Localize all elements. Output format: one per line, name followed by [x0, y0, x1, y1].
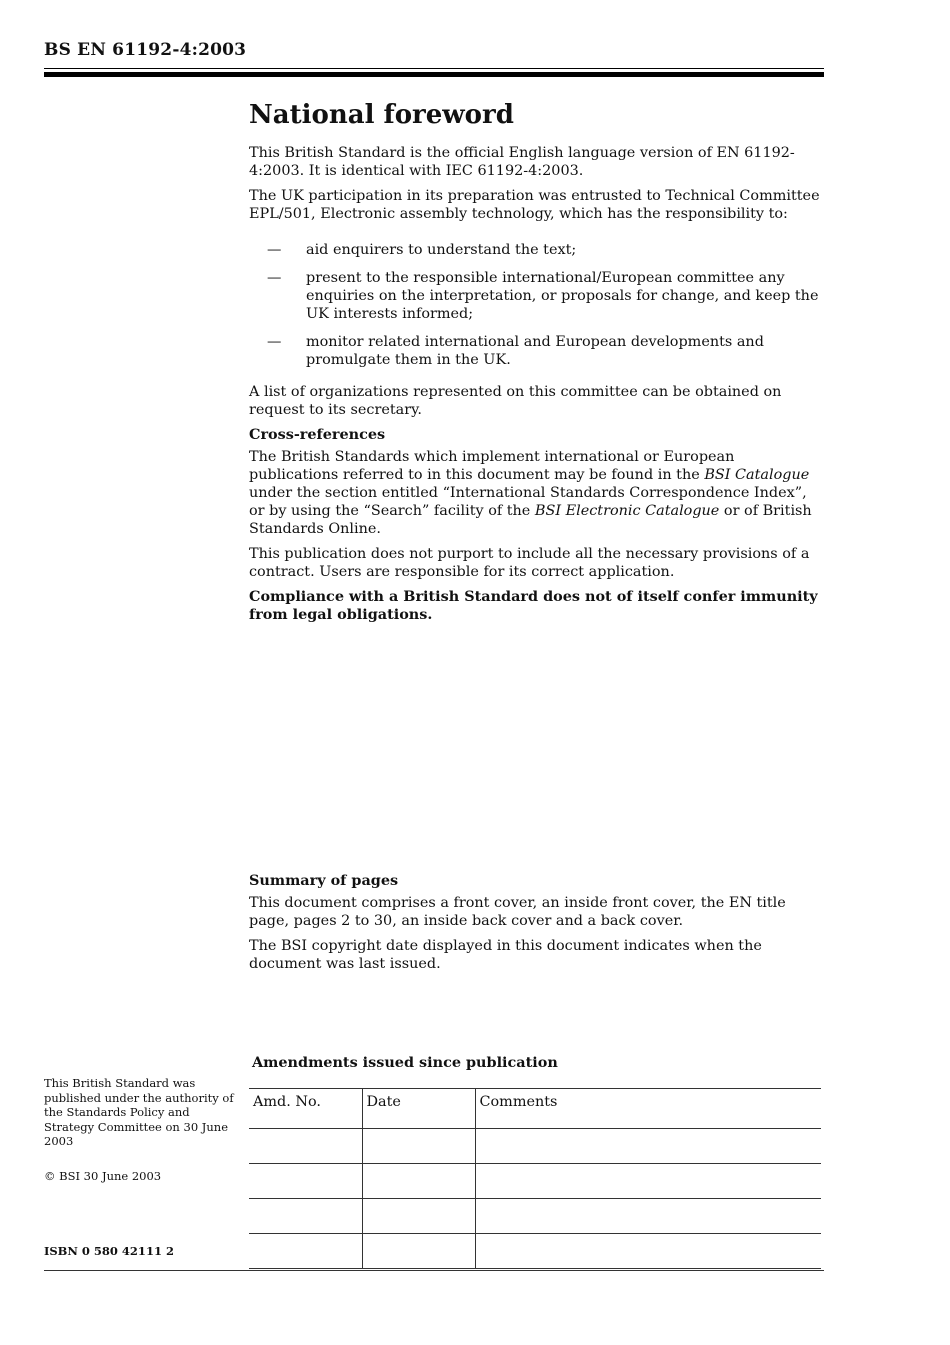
- table-row: [249, 1234, 821, 1269]
- table-cell: [249, 1199, 362, 1234]
- table-row: [249, 1089, 821, 1129]
- crossref-text-a: The British Standards which implement international or European publications referred to in this document may be found in the: [249, 449, 735, 483]
- table-cell: [249, 1234, 362, 1269]
- bsi-electronic-catalogue-title: BSI Electronic Catalogue: [534, 503, 720, 519]
- summary-section: [249, 872, 824, 980]
- dash-marker: —: [267, 270, 282, 286]
- table-cell: [475, 1164, 821, 1199]
- publication-authority-note: This British Standard was published under the authority of the Standards Policy and Strategy Committee on 30 June 2003: [44, 1076, 234, 1148]
- table-row: [249, 1129, 821, 1164]
- dash-marker: —: [267, 334, 282, 350]
- amendments-title: Amendments issued since publication: [252, 1054, 558, 1071]
- page-title: National foreword: [249, 100, 514, 130]
- document-id: BS EN 61192-4:2003: [44, 40, 247, 60]
- list-item-text: monitor related international and European developments and promulgate them in the UK.: [306, 334, 764, 368]
- table-cell: [475, 1234, 821, 1269]
- responsibility-list: [249, 241, 824, 369]
- table-cell: [362, 1199, 475, 1234]
- table-cell: [475, 1129, 821, 1164]
- foreword-section: [249, 98, 824, 631]
- list-item: [249, 241, 824, 259]
- crossref-text-e: or of British Standards Online.: [249, 503, 812, 537]
- table-cell: [475, 1199, 821, 1234]
- list-item-text: aid enquirers to understand the text;: [306, 242, 577, 258]
- list-item: [249, 333, 824, 369]
- column-header-amd-no: Amd. No.: [249, 1089, 362, 1129]
- crossref-text-c: under the section entitled “International Standards Correspondence Index”, or by using the “Search” facility of the: [249, 485, 807, 519]
- column-header-comments: Comments: [475, 1089, 821, 1129]
- header-rule-thick: [44, 72, 824, 77]
- bsi-catalogue-title: BSI Catalogue: [704, 467, 810, 483]
- header-rule-thin: [44, 68, 824, 69]
- summary-paragraph-1: This document comprises a front cover, an inside front cover, the EN title page, pages 2 to 30, an inside back cover and a back cover.: [249, 895, 786, 929]
- summary-heading: Summary of pages: [249, 872, 399, 889]
- isbn: ISBN 0 580 42111 2: [44, 1244, 174, 1258]
- cross-references-paragraph: [249, 448, 824, 538]
- cross-references-heading: Cross-references: [249, 426, 386, 443]
- table-cell: [249, 1164, 362, 1199]
- list-item: [249, 269, 824, 323]
- footer-rule: [44, 1270, 824, 1271]
- copyright-notice: © BSI 30 June 2003: [44, 1169, 162, 1183]
- table-cell: [362, 1164, 475, 1199]
- table-row: [249, 1199, 821, 1234]
- compliance-note: Compliance with a British Standard does not of itself confer immunity from legal obligations.: [249, 588, 818, 623]
- table-cell: [362, 1234, 475, 1269]
- amendments-table: [249, 1088, 821, 1269]
- table-cell: [362, 1129, 475, 1164]
- dash-marker: —: [267, 242, 282, 258]
- foreword-paragraph-1: This British Standard is the official English language version of EN 61192-4:2003. It is identical with IEC 61192-4:2003.: [249, 145, 795, 179]
- table-cell: [249, 1129, 362, 1164]
- foreword-paragraph-3: A list of organizations represented on this committee can be obtained on request to its secretary.: [249, 384, 782, 418]
- foreword-paragraph-2: The UK participation in its preparation was entrusted to Technical Committee EPL/501, Electronic assembly technology, which has the responsibility to:: [249, 188, 820, 222]
- column-header-date: Date: [362, 1089, 475, 1129]
- list-item-text: present to the responsible international/European committee any enquiries on the interpretation, or proposals for change, and keep the UK interests informed;: [306, 270, 819, 322]
- foreword-paragraph-4: This publication does not purport to include all the necessary provisions of a contract. Users are responsible for its correct application.: [249, 546, 810, 580]
- summary-paragraph-2: The BSI copyright date displayed in this document indicates when the document was last issued.: [249, 938, 762, 972]
- table-row: [249, 1164, 821, 1199]
